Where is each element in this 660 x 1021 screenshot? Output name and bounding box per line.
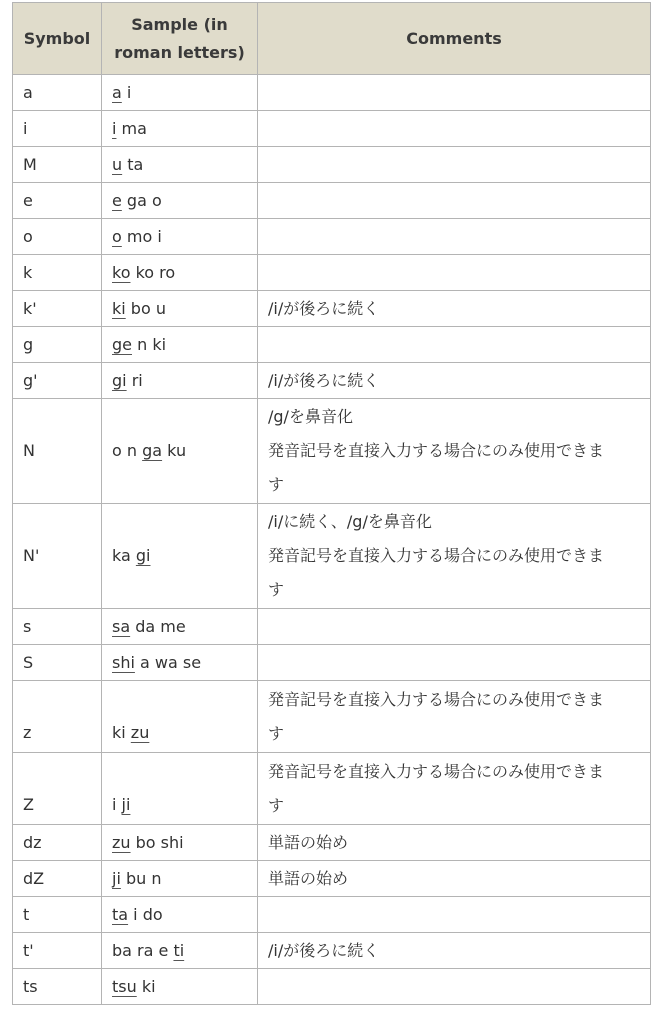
comment-cell: 発音記号を直接入力する場合にのみ使用できま す (258, 681, 651, 753)
sample-syllable: ki (136, 976, 156, 996)
sample-cell (102, 897, 258, 933)
sample-syllable: n ki (132, 334, 167, 354)
symbol-cell: a (13, 75, 102, 111)
symbol-cell: e (13, 183, 102, 219)
symbol-cell: z (13, 681, 102, 753)
sample-cell (102, 219, 258, 255)
symbol-cell: i (13, 111, 102, 147)
table-row (13, 753, 651, 825)
table-row (13, 861, 651, 897)
sample-cell (102, 645, 258, 681)
comment-cell (258, 75, 651, 111)
symbol-cell: dz (13, 825, 102, 861)
sample-cell (102, 147, 258, 183)
sample-syllable: da me (130, 616, 186, 636)
sample-syllable: ri (126, 370, 143, 390)
underlined-syllable: u (112, 154, 123, 174)
table-row (13, 75, 651, 111)
symbol-cell: S (13, 645, 102, 681)
comment-cell (258, 183, 651, 219)
sample-syllable: mo i (121, 226, 162, 246)
underlined-syllable: e (112, 190, 122, 210)
table-row (13, 681, 651, 753)
table-row (13, 609, 651, 645)
symbol-cell: k (13, 255, 102, 291)
underlined-syllable: gi (135, 546, 151, 565)
sample-syllable: o n (112, 441, 143, 460)
sample-syllable: i (121, 82, 132, 102)
comment-cell: 単語の始め (258, 861, 651, 897)
underlined-syllable: ji (121, 795, 131, 814)
comment-cell (258, 327, 651, 363)
symbol-cell: dZ (13, 861, 102, 897)
table-header (13, 3, 651, 75)
table-row (13, 183, 651, 219)
symbol-cell: ts (13, 969, 102, 1005)
underlined-syllable: ti (173, 940, 185, 960)
sample-cell (102, 255, 258, 291)
table-row (13, 504, 651, 609)
sample-syllable: ki (112, 723, 131, 742)
underlined-syllable: sa (112, 616, 131, 636)
table-row (13, 825, 651, 861)
comment-cell (258, 219, 651, 255)
symbol-cell: t' (13, 933, 102, 969)
underlined-syllable: ko (112, 262, 131, 282)
symbol-cell: Z (13, 753, 102, 825)
sample-syllable: i (112, 795, 122, 814)
table-row (13, 219, 651, 255)
symbol-cell: s (13, 609, 102, 645)
underlined-syllable: o (112, 226, 122, 246)
table-row (13, 399, 651, 504)
sample-syllable: bo shi (130, 832, 184, 852)
sample-syllable: ka (112, 546, 136, 565)
comment-cell (258, 111, 651, 147)
underlined-syllable: ge (112, 334, 132, 354)
sample-cell (102, 75, 258, 111)
sample-cell (102, 753, 258, 825)
underlined-syllable: tsu (112, 976, 137, 996)
header-sample: Sample (in roman letters) (102, 3, 258, 75)
symbol-cell: M (13, 147, 102, 183)
symbol-cell: t (13, 897, 102, 933)
sample-cell (102, 504, 258, 609)
table-row (13, 645, 651, 681)
sample-syllable: ba ra e (112, 940, 174, 960)
table-body (13, 75, 651, 1005)
comment-cell (258, 969, 651, 1005)
underlined-syllable: zu (130, 723, 150, 742)
symbol-cell: N (13, 399, 102, 504)
header-comments: Comments (258, 3, 651, 75)
sample-syllable: i do (128, 904, 163, 924)
sample-syllable: ma (116, 118, 147, 138)
table-row (13, 111, 651, 147)
table-row (13, 147, 651, 183)
table-row (13, 933, 651, 969)
sample-syllable: bo u (125, 298, 166, 318)
sample-cell (102, 399, 258, 504)
comment-cell (258, 255, 651, 291)
sample-cell (102, 111, 258, 147)
underlined-syllable: ji (112, 868, 121, 888)
symbol-cell: g' (13, 363, 102, 399)
underlined-syllable: gi (112, 370, 127, 390)
symbol-cell: o (13, 219, 102, 255)
symbol-cell: N' (13, 504, 102, 609)
comment-cell: /i/が後ろに続く (258, 291, 651, 327)
sample-cell (102, 183, 258, 219)
underlined-syllable: zu (112, 832, 131, 852)
table-row (13, 363, 651, 399)
underlined-syllable: ta (112, 904, 129, 924)
comment-cell (258, 609, 651, 645)
header-symbol: Symbol (13, 3, 102, 75)
symbol-cell: g (13, 327, 102, 363)
table-row (13, 327, 651, 363)
underlined-syllable: shi (112, 652, 135, 672)
comment-cell: /i/が後ろに続く (258, 933, 651, 969)
table-row (13, 969, 651, 1005)
table-row (13, 291, 651, 327)
underlined-syllable: ga (142, 441, 163, 460)
sample-cell (102, 861, 258, 897)
comment-cell: 単語の始め (258, 825, 651, 861)
sample-cell (102, 363, 258, 399)
sample-syllable: a wa se (134, 652, 202, 672)
phonetic-symbol-table (12, 2, 651, 1005)
underlined-syllable: i (112, 118, 117, 138)
sample-cell (102, 681, 258, 753)
sample-cell (102, 327, 258, 363)
sample-syllable: bu n (120, 868, 162, 888)
underlined-syllable: a (112, 82, 122, 102)
comment-cell: /i/に続く、/g/を鼻音化 発音記号を直接入力する場合にのみ使用できま す (258, 504, 651, 609)
sample-cell (102, 933, 258, 969)
sample-syllable: ko ro (130, 262, 176, 282)
table-row (13, 897, 651, 933)
sample-cell (102, 609, 258, 645)
sample-cell (102, 969, 258, 1005)
sample-cell (102, 825, 258, 861)
comment-cell: 発音記号を直接入力する場合にのみ使用できま す (258, 753, 651, 825)
symbol-cell: k' (13, 291, 102, 327)
comment-cell (258, 645, 651, 681)
comment-cell: /g/を鼻音化 発音記号を直接入力する場合にのみ使用できま す (258, 399, 651, 504)
comment-cell (258, 147, 651, 183)
header-row (13, 3, 651, 75)
underlined-syllable: ki (112, 298, 126, 318)
sample-syllable: ga o (121, 190, 162, 210)
table-row (13, 255, 651, 291)
sample-syllable: ku (162, 441, 187, 460)
comment-cell: /i/が後ろに続く (258, 363, 651, 399)
comment-cell (258, 897, 651, 933)
sample-syllable: ta (122, 154, 144, 174)
sample-cell (102, 291, 258, 327)
